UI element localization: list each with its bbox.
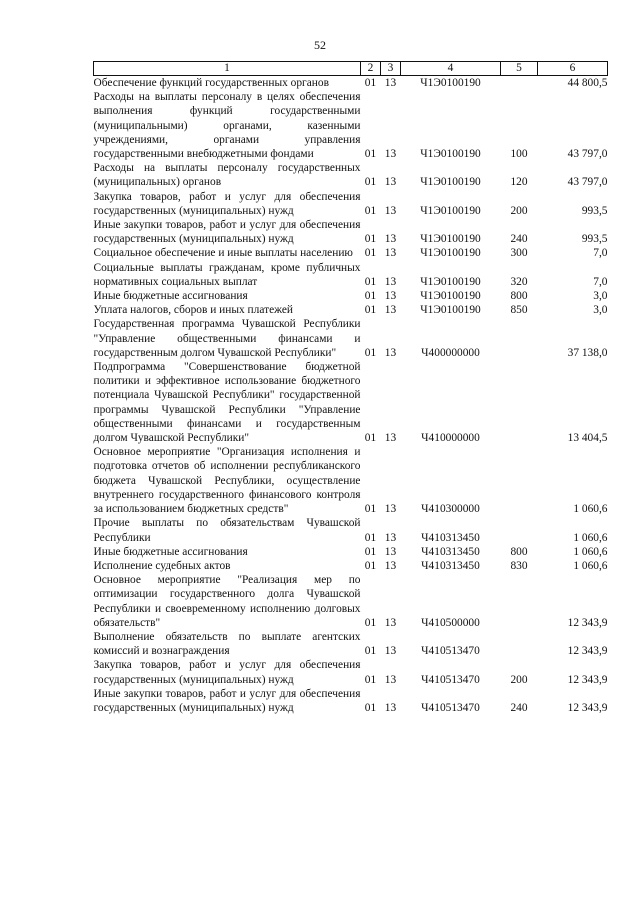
row-target-article: Ч410513470 — [421, 645, 480, 658]
row-subsection: 13 — [384, 204, 397, 217]
row-section: 01 — [364, 77, 377, 89]
row-amount: 3,0 — [593, 304, 608, 317]
row-expense-type — [501, 516, 538, 544]
row-section: 01 — [364, 645, 377, 658]
table-row — [94, 76, 608, 91]
row-amount: 13 404,5 — [567, 432, 608, 445]
row-amount: 1 060,6 — [573, 545, 608, 558]
row-section: 01 — [364, 432, 377, 445]
row-name: Обеспечение функций государственных органов — [93, 77, 329, 89]
row-section: 01 — [364, 503, 377, 516]
column-header-6: 6 — [538, 62, 608, 76]
row-subsection: 13 — [384, 77, 397, 89]
row-name: Основное мероприятие "Организация исполнения и подготовка отчетов об исполнении республиканского бюджета Чувашской Республики, осуществление внутреннего государственного финансового контроля за использованием бюджетных средств" — [93, 446, 361, 516]
row-amount: 7,0 — [593, 247, 608, 260]
row-section: 01 — [364, 616, 377, 629]
row-amount: 1 060,6 — [573, 503, 608, 516]
row-target-article: Ч1Э0100190 — [420, 247, 481, 260]
row-target-article: Ч1Э0100190 — [420, 176, 481, 189]
table-row — [94, 317, 608, 360]
row-subsection: 13 — [384, 148, 397, 161]
page-number: 52 — [314, 38, 326, 52]
row-name: Прочие выплаты по обязательствам Чувашской Республики — [93, 517, 361, 544]
row-target-article: Ч1Э0100190 — [420, 275, 481, 288]
budget-table — [93, 61, 608, 715]
row-target-article: Ч1Э0100190 — [420, 77, 481, 89]
table-row — [94, 261, 608, 289]
row-name: Социальное обеспечение и иные выплаты населению — [93, 247, 353, 260]
row-expense-type: 320 — [510, 275, 528, 288]
row-name: Иные закупки товаров, работ и услуг для обеспечения государственных (муниципальных) нужд — [93, 687, 361, 714]
column-header-2: 2 — [361, 62, 381, 76]
table-row — [94, 190, 608, 218]
row-section: 01 — [364, 176, 377, 189]
row-section: 01 — [364, 304, 377, 317]
row-amount: 12 343,9 — [567, 645, 608, 658]
row-amount: 3,0 — [593, 290, 608, 303]
row-name: Иные закупки товаров, работ и услуг для обеспечения государственных (муниципальных) нужд — [93, 219, 361, 246]
row-name: Закупка товаров, работ и услуг для обеспечения государственных (муниципальных) нужд — [93, 659, 361, 686]
row-subsection: 13 — [384, 432, 397, 445]
row-expense-type: 240 — [510, 701, 528, 714]
table-body — [94, 76, 608, 716]
row-target-article: Ч1Э0100190 — [420, 204, 481, 217]
table-row — [94, 161, 608, 189]
row-subsection: 13 — [384, 559, 397, 572]
column-header-1: 1 — [94, 62, 361, 76]
row-subsection: 13 — [384, 304, 397, 317]
row-expense-type: 800 — [510, 290, 528, 303]
table-row — [94, 360, 608, 445]
row-expense-type: 830 — [510, 559, 528, 572]
row-amount: 12 343,9 — [567, 701, 608, 714]
row-section: 01 — [364, 545, 377, 558]
table-row — [94, 516, 608, 544]
table-row — [94, 630, 608, 658]
row-name: Исполнение судебных актов — [93, 559, 231, 572]
row-expense-type — [501, 317, 538, 360]
row-expense-type — [501, 630, 538, 658]
row-name: Иные бюджетные ассигнования — [93, 290, 248, 303]
column-header-5: 5 — [501, 62, 538, 76]
row-amount: 43 797,0 — [567, 148, 608, 161]
table-row — [94, 90, 608, 161]
table-row — [94, 218, 608, 246]
row-subsection: 13 — [384, 275, 397, 288]
row-expense-type: 200 — [510, 673, 528, 686]
row-amount: 993,5 — [581, 233, 608, 246]
row-expense-type — [501, 360, 538, 445]
row-amount: 1 060,6 — [573, 559, 608, 572]
row-expense-type: 120 — [510, 176, 528, 189]
row-expense-type: 300 — [510, 247, 528, 260]
table-row — [94, 246, 608, 260]
row-expense-type: 240 — [510, 233, 528, 246]
row-subsection: 13 — [384, 290, 397, 303]
row-section: 01 — [364, 247, 377, 260]
row-target-article: Ч1Э0100190 — [420, 290, 481, 303]
row-section: 01 — [364, 701, 377, 714]
row-amount: 44 800,5 — [567, 77, 608, 89]
row-amount: 12 343,9 — [567, 673, 608, 686]
row-expense-type: 850 — [510, 304, 528, 317]
table-row — [94, 303, 608, 317]
row-subsection: 13 — [384, 503, 397, 516]
row-target-article: Ч410513470 — [421, 701, 480, 714]
column-header-4: 4 — [401, 62, 501, 76]
row-target-article: Ч410313450 — [421, 559, 480, 572]
row-subsection: 13 — [384, 701, 397, 714]
row-target-article: Ч410500000 — [421, 616, 480, 629]
row-subsection: 13 — [384, 616, 397, 629]
row-name: Иные бюджетные ассигнования — [93, 545, 248, 558]
row-target-article: Ч1Э0100190 — [420, 233, 481, 246]
row-subsection: 13 — [384, 233, 397, 246]
row-target-article: Ч400000000 — [421, 346, 480, 359]
row-expense-type — [501, 445, 538, 516]
row-name: Государственная программа Чувашской Республики "Управление общественными финансами и государственным долгом Чувашской Республики" — [93, 318, 361, 359]
column-header-3: 3 — [381, 62, 401, 76]
row-target-article: Ч410313450 — [421, 531, 480, 544]
row-amount: 12 343,9 — [567, 616, 608, 629]
row-amount: 37 138,0 — [567, 346, 608, 359]
row-target-article: Ч1Э0100190 — [420, 304, 481, 317]
row-subsection: 13 — [384, 545, 397, 558]
row-section: 01 — [364, 531, 377, 544]
row-expense-type — [501, 573, 538, 630]
row-target-article: Ч1Э0100190 — [420, 148, 481, 161]
row-section: 01 — [364, 673, 377, 686]
row-section: 01 — [364, 346, 377, 359]
row-amount: 7,0 — [593, 275, 608, 288]
row-amount: 1 060,6 — [573, 531, 608, 544]
table-row — [94, 687, 608, 715]
row-expense-type — [501, 76, 538, 91]
row-target-article: Ч410000000 — [421, 432, 480, 445]
row-section: 01 — [364, 204, 377, 217]
row-name: Уплата налогов, сборов и иных платежей — [93, 304, 293, 317]
row-section: 01 — [364, 559, 377, 572]
row-subsection: 13 — [384, 346, 397, 359]
row-name: Выполнение обязательств по выплате агентских комиссий и вознаграждения — [93, 630, 361, 658]
row-section: 01 — [364, 148, 377, 161]
row-target-article: Ч410313450 — [421, 545, 480, 558]
row-name: Расходы на выплаты персоналу в целях обеспечения выполнения функций государственными (муниципальными) органами, казенными учреждениями, органами управления государственными внебюджетными фондами — [93, 91, 361, 161]
row-target-article: Ч410300000 — [421, 503, 480, 516]
row-section: 01 — [364, 275, 377, 288]
row-subsection: 13 — [384, 673, 397, 686]
table-row — [94, 658, 608, 686]
row-subsection: 13 — [384, 531, 397, 544]
row-expense-type: 200 — [510, 204, 528, 217]
row-expense-type: 800 — [510, 545, 528, 558]
row-subsection: 13 — [384, 176, 397, 189]
table-header-row — [94, 62, 608, 76]
row-subsection: 13 — [384, 645, 397, 658]
row-section: 01 — [364, 290, 377, 303]
table-row — [94, 559, 608, 573]
table-row — [94, 289, 608, 303]
row-name: Подпрограмма "Совершенствование бюджетной политики и эффективное использование бюджетного потенциала Чувашской Республики" государственной программы Чувашской Республики "Управление общественными финансами и государственным долгом Чувашской Республики" — [93, 361, 361, 445]
row-name: Закупка товаров, работ и услуг для обеспечения государственных (муниципальных) нужд — [93, 190, 361, 217]
row-target-article: Ч410513470 — [421, 673, 480, 686]
row-amount: 993,5 — [581, 204, 608, 217]
row-name: Основное мероприятие "Реализация мер по оптимизации государственного долга Чувашской Республики и своевременному исполнению долговых обязательств" — [93, 574, 361, 629]
row-amount: 43 797,0 — [567, 176, 608, 189]
table-row — [94, 545, 608, 559]
row-section: 01 — [364, 233, 377, 246]
table-row — [94, 573, 608, 630]
row-subsection: 13 — [384, 247, 397, 260]
table-row — [94, 445, 608, 516]
row-name: Расходы на выплаты персоналу государственных (муниципальных) органов — [93, 162, 361, 189]
row-expense-type: 100 — [510, 148, 528, 161]
row-name: Социальные выплаты гражданам, кроме публичных нормативных социальных выплат — [93, 261, 361, 288]
